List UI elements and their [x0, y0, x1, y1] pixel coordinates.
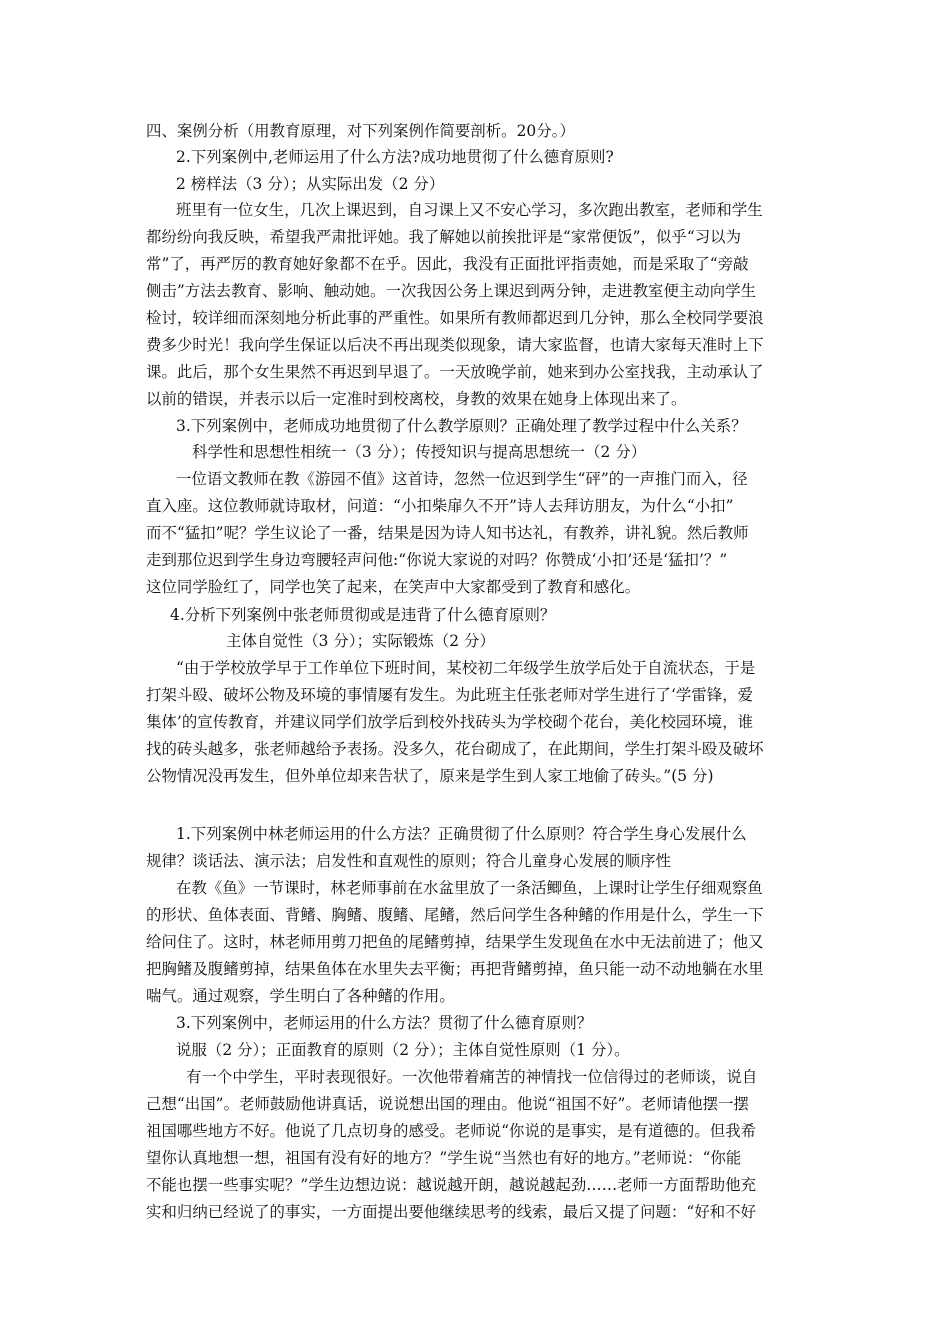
question-text: 4.分析下列案例中张老师贯彻或是违背了什么德育原则？ [170, 606, 556, 624]
paragraph-line: 的形状、鱼体表面、背鳍、胸鳍、腹鳍、尾鳍，然后问学生各种鳍的作用是什么，学生一下 [146, 906, 764, 924]
paragraph-line: 而不“猛扣”呢？学生议论了一番，结果是因为诗人知书达礼，有教养，讲礼貌。然后教师 [146, 524, 749, 542]
answer-text: 说服（2 分）；正面教育的原则（2 分）；主体自觉性原则（1 分）。 [176, 1041, 630, 1059]
paragraph-line: 喘气。通过观察，学生明白了各种鳍的作用。 [146, 987, 455, 1005]
paragraph-line: 不能也摆一些事实呢？”学生边想边说：越说越开朗，越说越起劲……老师一方面帮助他充 [146, 1176, 757, 1194]
paragraph-line: 检讨，较详细而深刻地分析此事的严重性。如果所有教师都迟到几分钟，那么全校同学要浪 [146, 309, 764, 327]
paragraph-line: 在教《鱼》一节课时，林老师事前在水盆里放了一条活鲫鱼，上课时让学生仔细观察鱼 [176, 879, 763, 897]
paragraph-line: “由于学校放学早于工作单位下班时间，某校初二年级学生放学后处于自流状态，于是 [176, 659, 756, 677]
paragraph-line: 直入座。这位教师就诗取材，问道：“小扣柴扉久不开”诗人去拜访朋友，为什么“小扣” [146, 497, 734, 515]
paragraph-line: 这位同学脸红了，同学也笑了起来，在笑声中大家都受到了教育和感化。 [146, 578, 641, 596]
paragraph-line: 给问住了。这时，林老师用剪刀把鱼的尾鳍剪掉，结果学生发现鱼在水中无法前进了；他又 [146, 933, 764, 951]
paragraph-line: 常”了，再严厉的教育她好象都不在乎。因此，我没有正面批评指责她，而是采取了“旁敲 [146, 255, 749, 273]
paragraph-line: 实和归纳已经说了的事实，一方面提出要他继续思考的线索，最后又提了问题：“好和不好 [146, 1203, 757, 1221]
question-text: 3.下列案例中，老师成功地贯彻了什么教学原则？正确处理了教学过程中什么关系？ [176, 417, 747, 435]
paragraph-line: 班里有一位女生，几次上课迟到，自习课上又不安心学习，多次跑出教室，老师和学生 [176, 201, 763, 219]
paragraph-line: 望你认真地想一想，祖国有没有好的地方？”学生说“当然也有好的地方。”老师说：“你能 [146, 1149, 742, 1167]
paragraph-line: 一位语文教师在教《游园不值》这首诗，忽然一位迟到学生“砰”的一声推门而入，径 [176, 470, 748, 488]
paragraph-line: 祖国哪些地方不好。他说了几点切身的感受。老师说“你说的是事实，是有道德的。但我希 [146, 1122, 757, 1140]
paragraph-line: 有一个中学生，平时表现很好。一次他带着痛苦的神情找一位信得过的老师谈，说自 [186, 1068, 758, 1086]
paragraph-line: 找的砖头越多，张老师越给予表扬。没多久，花台砌成了，在此期间，学生打架斗殴及破坏 [146, 740, 764, 758]
question-text: 2.下列案例中,老师运用了什么方法?成功地贯彻了什么德育原则? [176, 148, 614, 166]
answer-text: 科学性和思想性相统一（3 分）；传授知识与提高思想统一（2 分） [192, 443, 647, 461]
paragraph-line: 课。此后，那个女生果然不再迟到早退了。一天放晚学前，她来到办公室找我，主动承认了 [146, 363, 764, 381]
answer-text: 规律？谈话法、演示法；启发性和直观性的原则；符合儿童身心发展的顺序性 [146, 852, 671, 870]
paragraph-line: 把胸鳍及腹鳍剪掉，结果鱼体在水里失去平衡；再把背鳍剪掉，鱼只能一动不动地躺在水里 [146, 960, 764, 978]
paragraph-line: 集体’的宣传教育，并建议同学们放学后到校外找砖头为学校砌个花台，美化校园环境，谁 [146, 713, 754, 731]
paragraph-line: 公物情况没再发生，但外单位却来告状了，原来是学生到人家工地偷了砖头。”(5 分) [146, 767, 714, 785]
answer-text: 主体自觉性（3 分）；实际锻炼（2 分） [226, 632, 495, 650]
paragraph-line: 都纷纷向我反映，希望我严肃批评她。我了解她以前挨批评是“家常便饭”，似乎“习以为 [146, 228, 742, 246]
paragraph-line: 走到那位迟到学生身边弯腰轻声问他:“你说大家说的对吗？你赞成‘小扣’还是‘猛扣’？” [146, 551, 728, 569]
paragraph-line: 侧击”方法去教育、影响、触动她。一次我因公务上课迟到两分钟，走进教室便主动向学生 [146, 282, 757, 300]
answer-text: 2 榜样法（3 分）；从实际出发（2 分） [176, 175, 445, 193]
question-text: 3.下列案例中，老师运用的什么方法？贯彻了什么德育原则？ [176, 1014, 593, 1032]
section-heading: 四、案例分析（用教育原理，对下列案例作简要剖析。20分。） [146, 122, 575, 140]
paragraph-line: 费多少时光！我向学生保证以后决不再出现类似现象，请大家监督，也请大家每天准时上下 [146, 336, 764, 354]
paragraph-line: 打架斗殴、破坏公物及环境的事情屡有发生。为此班主任张老师对学生进行了‘学雷锋，爱 [146, 686, 754, 704]
paragraph-line: 己想“出国”。老师鼓励他讲真话，说说想出国的理由。他说“祖国不好”。老师请他摆一摆 [146, 1095, 749, 1113]
question-text: 1.下列案例中林老师运用的什么方法？正确贯彻了什么原则？符合学生身心发展什么 [176, 825, 747, 843]
paragraph-line: 以前的错误，并表示以后一定准时到校离校，身教的效果在她身上体现出来了。 [146, 390, 687, 408]
